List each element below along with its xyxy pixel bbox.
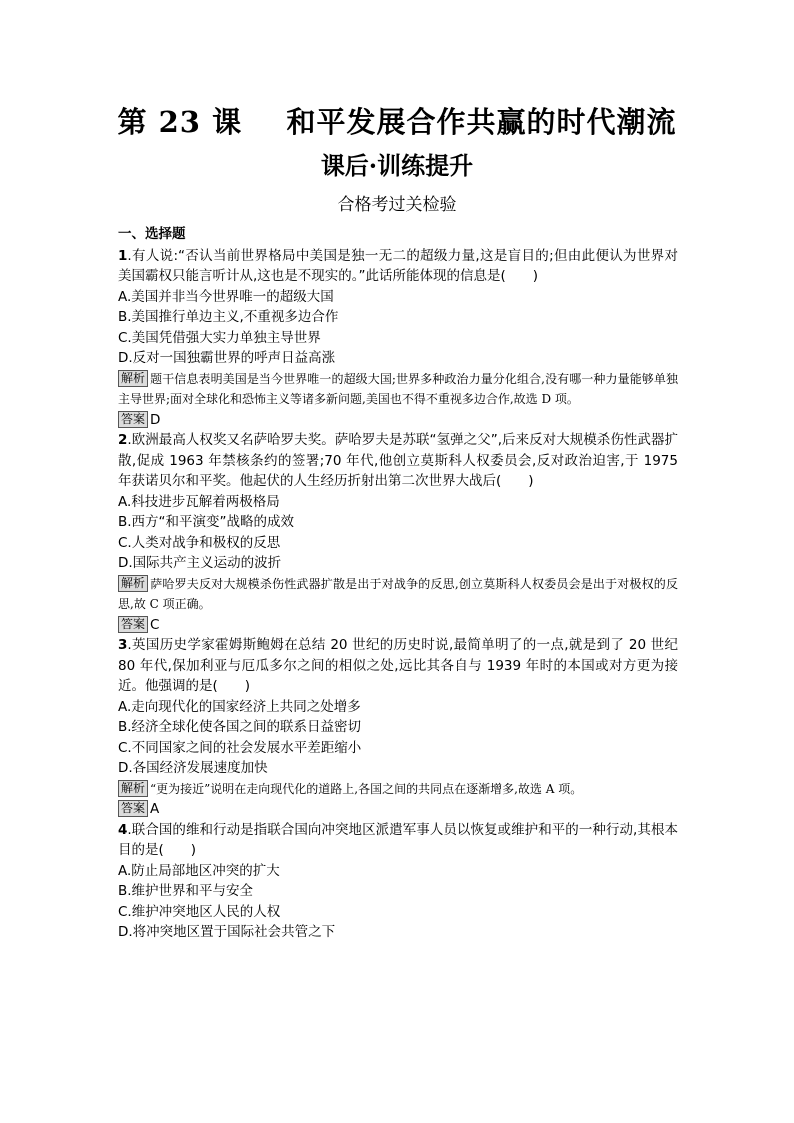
section-heading: 合格考过关检验	[337, 195, 457, 215]
question-number: 4	[118, 821, 128, 838]
answer-tag: 答案	[118, 800, 148, 817]
analysis-block	[118, 369, 678, 410]
answer-block	[118, 799, 678, 820]
question-number: 3	[118, 637, 128, 653]
answer-block	[118, 410, 678, 431]
question-1	[118, 246, 678, 431]
analysis-text: “更为接近”说明在走向现代化的道路上,各国之间的共同点在逐渐增多,故选 A 项。	[150, 781, 583, 796]
option-a: A.走向现代化的国家经济上共同之处增多	[118, 698, 361, 715]
option-a: A.科技进步瓦解着两极格局	[118, 493, 280, 510]
option-d: D.将冲突地区置于国际社会共管之下	[118, 924, 336, 940]
answer-value: A	[150, 801, 160, 817]
question-stem	[118, 635, 678, 697]
question-stem	[118, 820, 678, 861]
analysis-block	[118, 574, 678, 615]
question-4	[118, 820, 678, 943]
answer-block	[118, 615, 678, 636]
option-b: B.经济全球化使各国之间的联系日益密切	[118, 719, 362, 735]
question-text: .联合国的维和行动是指联合国向冲突地区派遣军事人员以恢复或维护和平的一种行动,其根本目的是( )	[118, 821, 678, 858]
option-a: A.美国并非当今世界唯一的超级大国	[118, 288, 334, 305]
analysis-text: 萨哈罗夫反对大规模杀伤性武器扩散是出于对战争的反思,创立莫斯科人权委员会是出于对极权的反思,故 C 项正确。	[118, 576, 678, 611]
answer-value: C	[150, 616, 160, 633]
question-3	[118, 635, 678, 820]
option-b: B.维护世界和平与安全	[118, 883, 254, 899]
part-title: 一、选择题	[118, 226, 186, 242]
lesson-title: 第 23 课 和平发展合作共赢的时代潮流	[117, 105, 677, 139]
question-number: 1	[118, 247, 128, 264]
lesson-subtitle: 课后·训练提升	[320, 151, 474, 180]
option-b: B.西方“和平演变”战略的成效	[118, 514, 295, 530]
question-number: 2	[118, 432, 128, 448]
question-text: .有人说:“否认当前世界格局中美国是独一无二的超级力量,这是盲目的;但由此便认为世界对美国霸权只能言听计从,这也是不现实的。”此话所能体现的信息是( )	[118, 247, 678, 284]
analysis-block	[118, 779, 678, 800]
question-stem	[118, 430, 678, 492]
question-2	[118, 430, 678, 635]
analysis-tag: 解析	[118, 780, 148, 797]
answer-tag: 答案	[118, 616, 148, 633]
option-c: C.维护冲突地区人民的人权	[118, 903, 281, 920]
analysis-tag: 解析	[118, 575, 148, 592]
answer-value: D	[150, 411, 161, 428]
option-c: C.人类对战争和极权的反思	[118, 534, 281, 551]
exercise-content	[118, 224, 678, 943]
option-b: B.美国推行单边主义,不重视多边合作	[118, 309, 339, 325]
analysis-tag: 解析	[118, 370, 148, 387]
question-text: .欧洲最高人权奖又名萨哈罗夫奖。萨哈罗夫是苏联“氢弹之父”,后来反对大规模杀伤性武器扩散,促成 1963 年禁核条约的签署;70 年代,他创立莫斯科人权委员会,反对政治迫害,于 1975 年获诺贝尔和平奖。他起伏的人生经历折射出第二次世界大战后( )	[118, 432, 678, 489]
option-c: C.不同国家之间的社会发展水平差距缩小	[118, 739, 362, 756]
question-stem	[118, 246, 678, 287]
option-c: C.美国凭借强大实力单独主导世界	[118, 329, 321, 346]
option-d: D.反对一国独霸世界的呼声日益高涨	[118, 350, 336, 366]
analysis-text: 题干信息表明美国是当今世界唯一的超级大国;世界多种政治力量分化组合,没有哪一种力量能够单独主导世界;面对全球化和恐怖主义等诸多新问题,美国也不得不重视多边合作,故选 D 项。	[118, 371, 678, 406]
option-d: D.各国经济发展速度加快	[118, 760, 268, 776]
answer-tag: 答案	[118, 411, 148, 428]
question-text: .英国历史学家霍姆斯鲍姆在总结 20 世纪的历史时说,最简单明了的一点,就是到了 20 世纪 80 年代,保加利亚与厄瓜多尔之间的相似之处,远比其各自与 1939 年时的本国或对方更为接近。他强调的是( )	[118, 637, 678, 694]
option-a: A.防止局部地区冲突的扩大	[118, 862, 280, 879]
option-d: D.国际共产主义运动的波折	[118, 555, 282, 571]
